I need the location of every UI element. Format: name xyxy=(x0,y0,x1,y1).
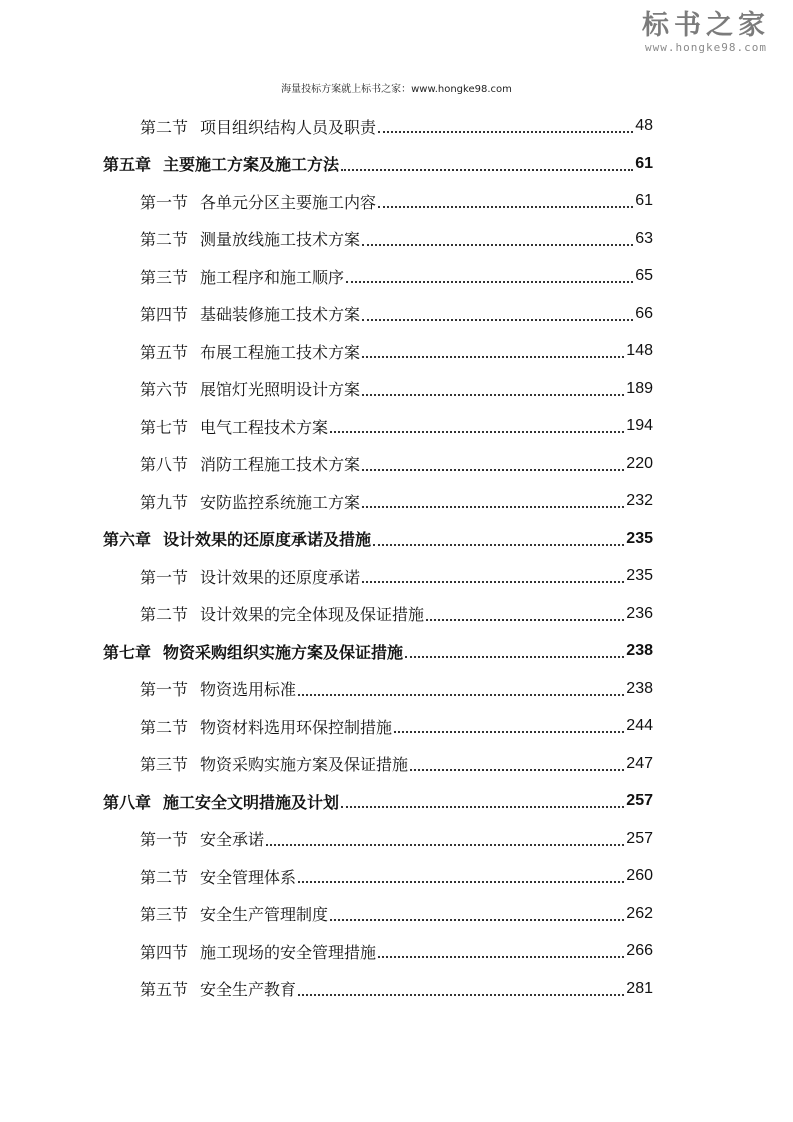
toc-dot-leader xyxy=(362,356,624,358)
toc-section-entry[interactable] xyxy=(140,108,653,144)
toc-entry-number: 第二节 xyxy=(140,867,189,887)
toc-page-number: 238 xyxy=(626,679,653,697)
toc-page-number: 189 xyxy=(626,379,653,397)
toc-section-entry[interactable] xyxy=(140,971,653,1007)
toc-entry-title: 主要施工方案及施工方法 xyxy=(163,155,340,174)
toc-dot-leader xyxy=(330,919,624,921)
toc-entry-number: 第九节 xyxy=(140,492,189,512)
toc-entry-title: 物资材料选用环保控制措施 xyxy=(200,717,393,737)
toc-section-entry[interactable] xyxy=(140,558,653,594)
toc-chapter-entry[interactable] xyxy=(103,633,653,669)
toc-entry-title: 安全生产教育 xyxy=(200,980,297,999)
toc-entry-label xyxy=(140,677,296,700)
toc-entry-title: 各单元分区主要施工内容 xyxy=(200,192,377,212)
logo-text: 标书之家 xyxy=(642,10,770,41)
toc-entry-title: 设计效果的还原度承诺及措施 xyxy=(163,530,372,549)
toc-page-number: 61 xyxy=(635,154,653,172)
toc-section-entry[interactable] xyxy=(140,333,653,369)
toc-dot-leader xyxy=(378,956,624,958)
toc-section-entry[interactable] xyxy=(140,858,653,894)
toc-page-number: 244 xyxy=(626,717,653,734)
toc-entry-label xyxy=(140,415,328,438)
toc-dot-leader xyxy=(426,619,624,621)
toc-entry-number: 第八章 xyxy=(103,792,152,812)
toc-entry-title: 设计效果的完全体现及保证措施 xyxy=(200,605,425,624)
toc-entry-label xyxy=(140,865,296,888)
toc-entry-title: 消防工程施工技术方案 xyxy=(200,455,361,474)
toc-entry-number: 第六节 xyxy=(140,380,189,399)
toc-entry-title: 施工安全文明措施及计划 xyxy=(163,792,340,812)
toc-section-entry[interactable] xyxy=(140,296,653,332)
toc-entry-number: 第二节 xyxy=(140,605,189,624)
toc-entry-number: 第一节 xyxy=(140,680,189,699)
toc-page-number: 48 xyxy=(635,117,653,134)
toc-entry-title: 测量放线施工技术方案 xyxy=(200,230,361,249)
toc-page-number: 235 xyxy=(626,567,653,584)
toc-entry-number: 第二节 xyxy=(140,117,189,137)
toc-entry-label xyxy=(140,602,424,625)
toc-entry-label xyxy=(140,452,360,475)
toc-section-entry[interactable] xyxy=(140,446,653,482)
toc-dot-leader xyxy=(341,169,633,171)
toc-entry-title: 电气工程技术方案 xyxy=(200,417,329,437)
toc-entry-number: 第五节 xyxy=(140,342,189,362)
toc-page-number: 266 xyxy=(626,942,653,959)
toc-page-number: 65 xyxy=(635,267,653,284)
toc-dot-leader xyxy=(405,656,624,658)
toc-chapter-entry[interactable] xyxy=(103,521,653,557)
toc-entry-label xyxy=(140,752,408,775)
toc-entry-number: 第七节 xyxy=(140,417,189,437)
toc-entry-title: 布展工程施工技术方案 xyxy=(200,342,361,362)
toc-entry-number: 第三节 xyxy=(140,755,189,774)
toc-entry-label xyxy=(140,340,360,363)
logo-url: www.hongke98.com xyxy=(645,41,767,54)
toc-page-number: 220 xyxy=(626,454,653,472)
toc-dot-leader xyxy=(362,506,624,508)
toc-entry-label xyxy=(140,490,360,513)
toc-entry-label xyxy=(140,115,376,138)
header-banner: 海量投标方案就上标书之家：www.hongke98.com xyxy=(281,84,512,95)
toc-page-number: 66 xyxy=(635,304,653,322)
toc-dot-leader xyxy=(346,281,633,283)
toc-dot-leader xyxy=(298,694,624,696)
toc-dot-leader xyxy=(378,206,633,208)
toc-page-number: 262 xyxy=(626,904,653,922)
toc-section-entry[interactable] xyxy=(140,821,653,857)
toc-entry-label xyxy=(103,527,371,550)
toc-entry-number: 第二节 xyxy=(140,717,189,737)
toc-dot-leader xyxy=(410,769,624,771)
toc-entry-title: 施工现场的安全管理措施 xyxy=(200,942,377,962)
toc-section-entry[interactable] xyxy=(140,408,653,444)
toc-dot-leader xyxy=(330,431,624,433)
toc-dot-leader xyxy=(362,394,624,396)
toc-entry-label xyxy=(140,302,360,325)
toc-section-entry[interactable] xyxy=(140,671,653,707)
toc-entry-label xyxy=(103,640,403,663)
toc-entry-label xyxy=(140,227,360,250)
toc-entry-number: 第六章 xyxy=(103,530,152,549)
toc-section-entry[interactable] xyxy=(140,371,653,407)
toc-dot-leader xyxy=(378,131,633,133)
toc-entry-title: 施工程序和施工顺序 xyxy=(200,267,345,287)
toc-dot-leader xyxy=(362,319,633,321)
toc-section-entry[interactable] xyxy=(140,933,653,969)
toc-entry-label xyxy=(103,152,339,175)
toc-page-number: 260 xyxy=(626,867,653,884)
toc-page-number: 194 xyxy=(626,417,653,434)
toc-page-number: 63 xyxy=(635,229,653,247)
toc-entry-label xyxy=(140,827,264,850)
toc-entry-number: 第八节 xyxy=(140,455,189,474)
toc-entry-label xyxy=(103,790,339,813)
toc-entry-label xyxy=(140,377,360,400)
toc-dot-leader xyxy=(298,994,624,996)
toc-page-number: 257 xyxy=(626,829,653,847)
toc-section-entry[interactable] xyxy=(140,258,653,294)
toc-entry-title: 项目组织结构人员及职责 xyxy=(200,117,377,137)
toc-entry-number: 第一节 xyxy=(140,192,189,212)
toc-entry-title: 安防监控系统施工方案 xyxy=(200,492,361,512)
toc-entry-title: 物资选用标准 xyxy=(200,680,297,699)
toc-entry-number: 第四节 xyxy=(140,305,189,324)
toc-entry-title: 安全管理体系 xyxy=(200,867,297,887)
toc-entry-number: 第五节 xyxy=(140,980,189,999)
toc-entry-title: 物资采购实施方案及保证措施 xyxy=(200,755,409,774)
toc-chapter-entry[interactable] xyxy=(103,783,653,819)
toc-page-number: 61 xyxy=(635,192,653,209)
toc-dot-leader xyxy=(394,731,624,733)
toc-dot-leader xyxy=(373,544,624,546)
toc-entry-number: 第一节 xyxy=(140,567,189,587)
toc-entry-number: 第五章 xyxy=(103,155,152,174)
toc-dot-leader xyxy=(266,844,624,846)
toc-entry-label xyxy=(140,715,392,738)
toc-entry-title: 安全生产管理制度 xyxy=(200,905,329,924)
toc-entry-title: 设计效果的还原度承诺 xyxy=(200,567,361,587)
toc-entry-title: 物资采购组织实施方案及保证措施 xyxy=(163,642,404,662)
toc-section-entry[interactable] xyxy=(140,483,653,519)
toc-entry-number: 第二节 xyxy=(140,230,189,249)
toc-section-entry[interactable] xyxy=(140,896,653,932)
toc-page-number: 257 xyxy=(626,792,653,809)
toc-entry-label xyxy=(140,190,376,213)
toc-page-number: 148 xyxy=(626,342,653,359)
toc-page-number: 247 xyxy=(626,754,653,772)
toc-page-number: 235 xyxy=(626,529,653,547)
toc-dot-leader xyxy=(341,806,624,808)
toc-entry-number: 第一节 xyxy=(140,830,189,849)
toc-dot-leader xyxy=(362,244,633,246)
toc-entry-label xyxy=(140,977,296,1000)
toc-entry-label xyxy=(140,940,376,963)
toc-section-entry[interactable] xyxy=(140,708,653,744)
toc-section-entry[interactable] xyxy=(140,221,653,257)
toc-entry-number: 第七章 xyxy=(103,642,152,662)
toc-entry-number: 第四节 xyxy=(140,942,189,962)
site-logo xyxy=(641,10,771,54)
toc-page-number: 232 xyxy=(626,492,653,509)
toc-entry-label xyxy=(140,902,328,925)
toc-chapter-entry[interactable] xyxy=(103,146,653,182)
toc-entry-label xyxy=(140,265,344,288)
toc-dot-leader xyxy=(362,469,624,471)
toc-page-number: 281 xyxy=(626,979,653,997)
toc-entry-label xyxy=(140,565,360,588)
toc-entry-number: 第三节 xyxy=(140,905,189,924)
toc-page-number: 238 xyxy=(626,642,653,659)
toc-dot-leader xyxy=(362,581,624,583)
toc-entry-title: 展馆灯光照明设计方案 xyxy=(200,380,361,399)
toc-section-entry[interactable] xyxy=(140,746,653,782)
toc-dot-leader xyxy=(298,881,624,883)
toc-entry-title: 安全承诺 xyxy=(200,830,265,849)
toc-entry-title: 基础装修施工技术方案 xyxy=(200,305,361,324)
toc-entry-number: 第三节 xyxy=(140,267,189,287)
toc-section-entry[interactable] xyxy=(140,596,653,632)
toc-page-number: 236 xyxy=(626,604,653,622)
toc-section-entry[interactable] xyxy=(140,183,653,219)
